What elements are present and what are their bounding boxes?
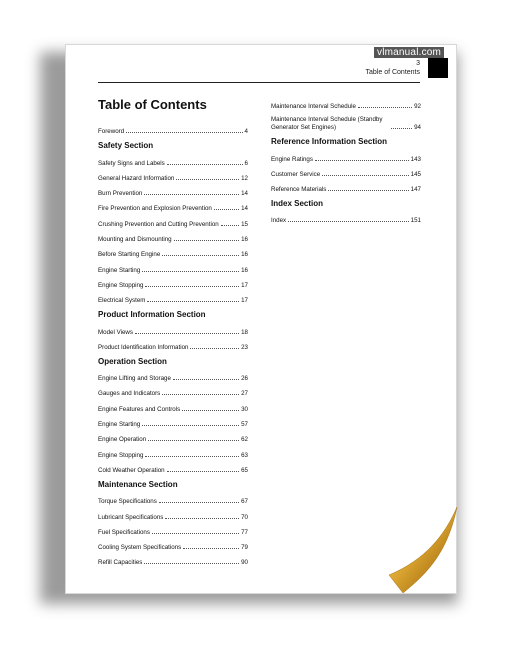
toc-entry-title: Reference Materials: [271, 186, 327, 194]
toc-entry-page: 57: [241, 421, 248, 429]
toc-entry-title: Maintenance Interval Schedule: [271, 103, 356, 111]
toc-entry[interactable]: [98, 228, 248, 243]
toc-entry-page: 151: [410, 217, 421, 225]
toc-entry[interactable]: [98, 413, 248, 428]
dot-leader: [144, 563, 239, 564]
dot-leader: [176, 179, 239, 180]
toc-entry-title: Engine Ratings: [271, 155, 313, 163]
toc-entry-title: Before Starting Engine: [98, 251, 161, 259]
watermark: vlmanual.com: [374, 47, 444, 58]
dot-leader: [145, 456, 239, 457]
toc-entry-title: Fuel Specifications: [98, 528, 150, 536]
dot-leader: [167, 164, 243, 165]
toc-entry-page: 16: [241, 251, 248, 259]
toc-entry-title: Maintenance Interval Schedule (Standby Generator Set Engines): [271, 116, 383, 131]
toc-entry[interactable]: [98, 320, 248, 335]
toc-entry[interactable]: [98, 243, 248, 258]
toc-entry[interactable]: [98, 182, 248, 197]
dot-leader: [126, 132, 242, 133]
toc-entry[interactable]: [98, 428, 248, 443]
dot-leader: [190, 348, 239, 349]
toc-entry-page: 62: [241, 436, 248, 444]
toc-left-column: [98, 120, 248, 566]
dot-leader: [214, 209, 239, 210]
toc-section-heading: Safety Section: [98, 141, 154, 151]
dot-leader: [173, 379, 239, 380]
toc-entry-title: Burn Prevention: [98, 190, 143, 198]
toc-entry[interactable]: [98, 167, 248, 182]
toc-right-column: [271, 95, 421, 224]
toc-entry-title: Refill Capacities: [98, 559, 143, 567]
toc-entry-page: 6: [244, 159, 248, 167]
toc-entry-page: 143: [410, 155, 421, 163]
dot-leader: [144, 194, 239, 195]
toc-entry-page: 23: [241, 343, 248, 351]
page-title: Table of Contents: [98, 97, 207, 112]
toc-section-heading: Maintenance Section: [98, 479, 178, 489]
dot-leader: [142, 425, 239, 426]
toc-entry-title: Fire Prevention and Explosion Prevention: [98, 205, 212, 213]
toc-entry-page: 147: [410, 186, 421, 194]
toc-entry-title: Gauges and Indicators: [98, 390, 161, 398]
toc-entry[interactable]: [98, 397, 248, 412]
dot-leader: [182, 410, 239, 411]
toc-entry[interactable]: [98, 490, 248, 505]
toc-entry-title: Engine Lifting and Storage: [98, 375, 171, 383]
toc-entry[interactable]: [271, 163, 421, 178]
toc-entry-page: 17: [241, 297, 248, 305]
dot-leader: [221, 225, 239, 226]
toc-entry-title: General Hazard Information: [98, 174, 175, 182]
toc-entry-title: Engine Features and Controls: [98, 405, 181, 413]
toc-entry[interactable]: [98, 336, 248, 351]
dot-leader: [142, 271, 239, 272]
toc-entry-title: Engine Operation: [98, 436, 147, 444]
toc-entry[interactable]: [271, 178, 421, 193]
dot-leader: [152, 533, 239, 534]
dot-leader: [315, 160, 409, 161]
toc-entry-page: 70: [241, 513, 248, 521]
toc-entry-title: Cold Weather Operation: [98, 466, 165, 474]
toc-entry-title: Engine Stopping: [98, 281, 144, 289]
toc-entry-page: 77: [241, 528, 248, 536]
toc-entry[interactable]: [98, 151, 248, 166]
toc-entry-page: 90: [241, 559, 248, 567]
dot-leader: [148, 440, 239, 441]
toc-entry-page: 26: [241, 375, 248, 383]
toc-entry[interactable]: [98, 551, 248, 566]
toc-entry-page: 18: [241, 328, 248, 336]
dot-leader: [147, 301, 239, 302]
toc-entry[interactable]: [98, 443, 248, 458]
toc-entry[interactable]: [271, 95, 421, 110]
toc-entry[interactable]: [98, 521, 248, 536]
dot-leader: [288, 221, 409, 222]
toc-entry[interactable]: [98, 536, 248, 551]
dot-leader: [174, 240, 240, 241]
page-curl-icon: [385, 505, 465, 597]
toc-entry-title: Crushing Prevention and Cutting Prevention: [98, 220, 219, 228]
dot-leader: [358, 107, 412, 108]
running-header: Table of Contents: [365, 69, 420, 76]
toc-entry[interactable]: [271, 147, 421, 162]
toc-entry-title: Model Views: [98, 328, 133, 336]
dot-leader: [135, 333, 239, 334]
toc-section-heading: Operation Section: [98, 356, 167, 366]
dot-leader: [167, 471, 240, 472]
dot-leader: [165, 518, 239, 519]
toc-entry-title: Product Identification Information: [98, 343, 189, 351]
toc-entry[interactable]: [271, 209, 421, 224]
dot-leader: [162, 394, 239, 395]
toc-entry-title: Cooling System Specifications: [98, 544, 182, 552]
toc-entry[interactable]: [98, 274, 248, 289]
toc-entry[interactable]: [98, 289, 248, 304]
dot-leader: [159, 502, 239, 503]
toc-section-heading: Product Information Section: [98, 310, 206, 320]
toc-entry[interactable]: [98, 367, 248, 382]
toc-entry-page: 15: [241, 220, 248, 228]
dot-leader: [162, 255, 239, 256]
toc-entry[interactable]: [98, 382, 248, 397]
toc-entry-page: 12: [241, 174, 248, 182]
toc-entry-page: 79: [241, 544, 248, 552]
toc-entry-page: 17: [241, 281, 248, 289]
toc-entry[interactable]: [98, 120, 248, 135]
toc-entry-page: 14: [241, 190, 248, 198]
toc-entry-title: Electrical System: [98, 297, 146, 305]
tab-marker: [428, 58, 448, 78]
toc-section-heading: Index Section: [271, 199, 324, 209]
dot-leader: [328, 190, 408, 191]
toc-entry-page: 92: [414, 103, 421, 111]
toc-entry-title: Safety Signs and Labels: [98, 159, 165, 167]
toc-entry-title: Foreword: [98, 128, 125, 136]
toc-entry-page: 14: [241, 205, 248, 213]
toc-entry-title: Engine Starting: [98, 421, 141, 429]
toc-entry-title: Engine Starting: [98, 266, 141, 274]
toc-entry[interactable]: [98, 459, 248, 474]
toc-entry-page: 16: [241, 266, 248, 274]
toc-entry-page: 63: [241, 451, 248, 459]
toc-entry-title: Engine Stopping: [98, 451, 144, 459]
dot-leader: [391, 128, 412, 129]
toc-entry[interactable]: [98, 258, 248, 273]
toc-entry[interactable]: [98, 197, 248, 212]
toc-entry-title: Lubricant Specifications: [98, 513, 164, 521]
toc-entry-title: Torque Specifications: [98, 498, 157, 506]
toc-entry-page: 4: [244, 128, 248, 136]
toc-entry-page: 67: [241, 498, 248, 506]
toc-entry-page: 145: [410, 170, 421, 178]
toc-entry[interactable]: [98, 505, 248, 520]
toc-entry-page: 16: [241, 236, 248, 244]
toc-entry-title: Customer Service: [271, 170, 321, 178]
toc-section-heading: Reference Information Section: [271, 137, 388, 147]
dot-leader: [183, 548, 239, 549]
header-rule: [98, 82, 420, 83]
toc-entry-page: 30: [241, 405, 248, 413]
toc-entry[interactable]: [98, 212, 248, 227]
toc-entry-page: 65: [241, 466, 248, 474]
dot-leader: [145, 286, 239, 287]
toc-entry-page: 27: [241, 390, 248, 398]
toc-entry[interactable]: [271, 110, 421, 131]
toc-entry-title: Index: [271, 217, 287, 225]
page-number: 3: [416, 60, 420, 67]
toc-entry-title: Mounting and Dismounting: [98, 236, 172, 244]
dot-leader: [322, 175, 409, 176]
toc-entry-page: 94: [414, 124, 421, 132]
